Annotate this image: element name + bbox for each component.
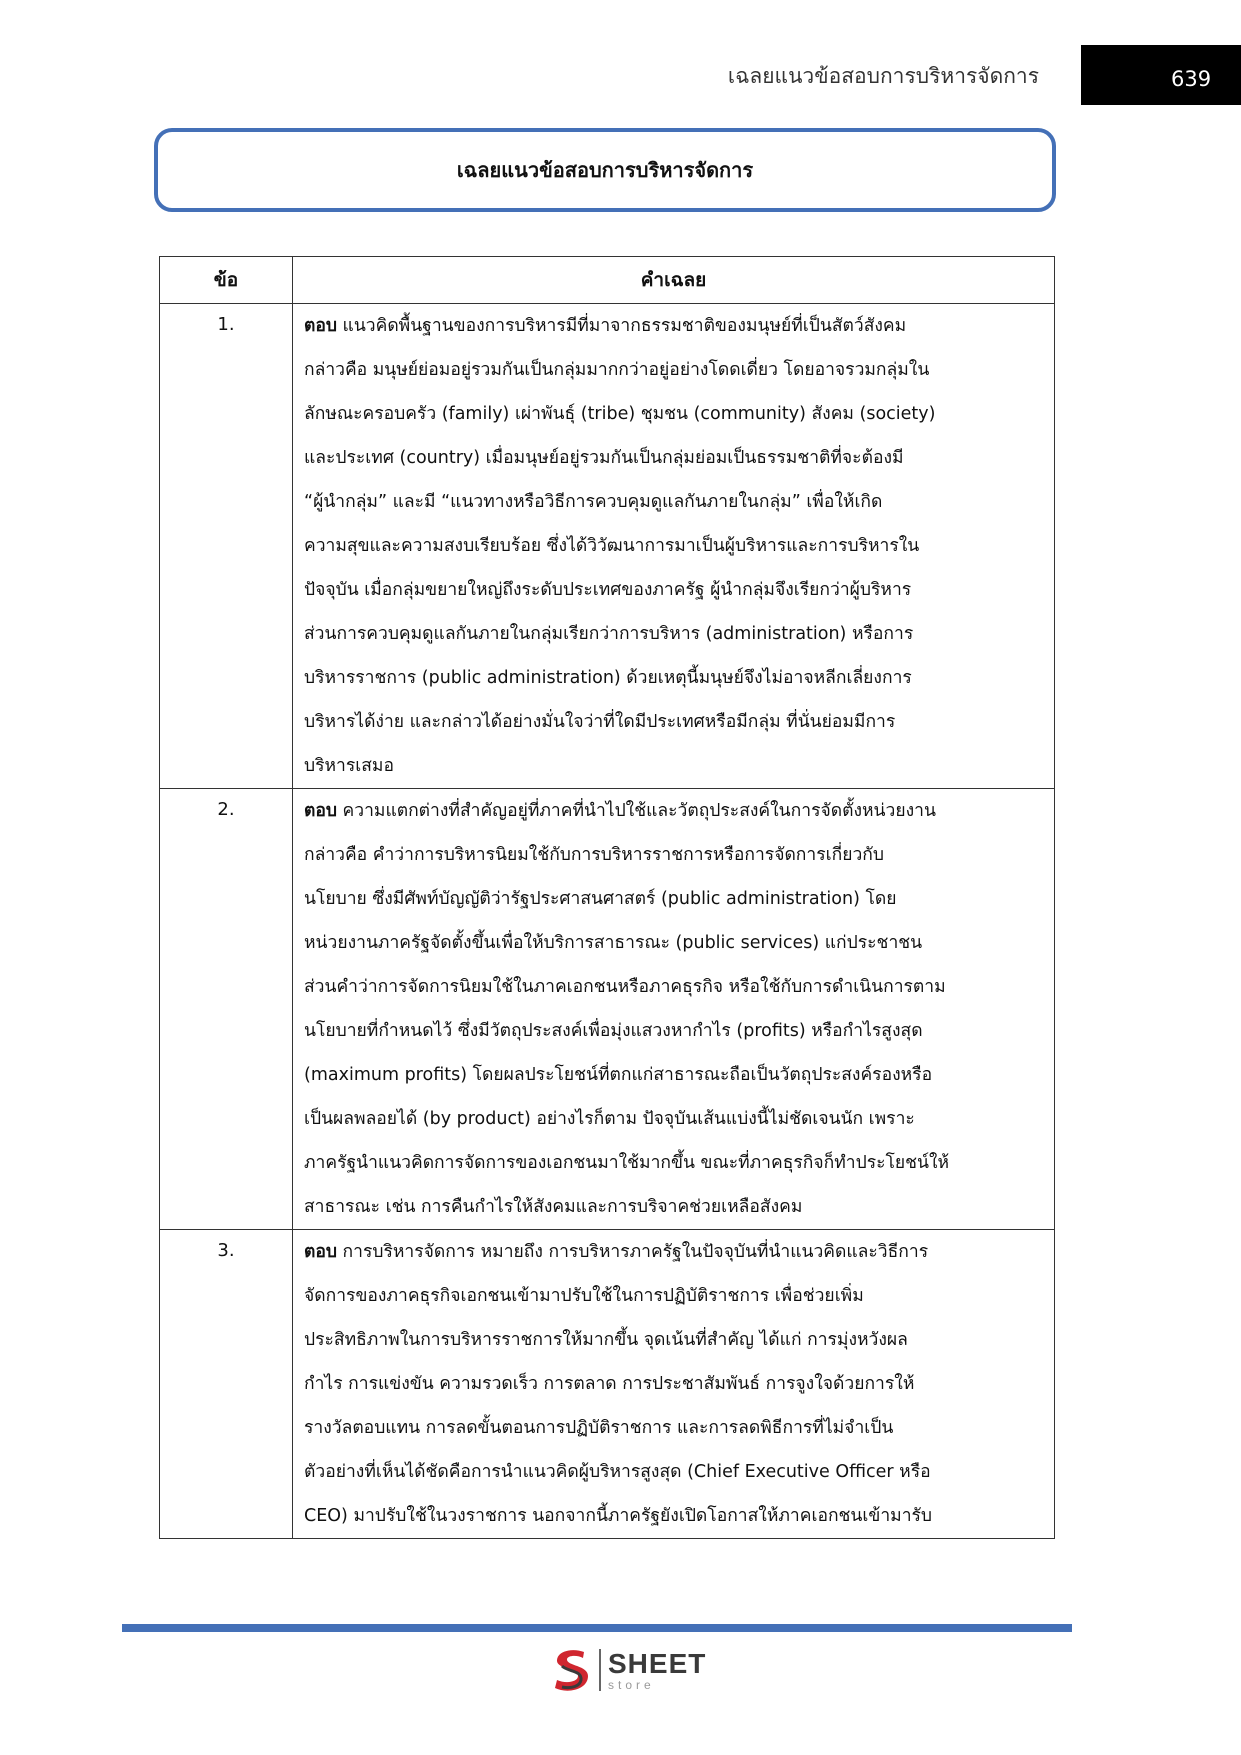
answer-line-text: ภาครัฐนำแนวคิดการจัดการของเอกชนมาใช้มากขึ้น ขณะที่ภาคธุรกิจก็ทำประโยชน์ให้ xyxy=(304,1153,950,1173)
answer-line xyxy=(304,1141,1048,1185)
answer-line xyxy=(304,392,1048,436)
running-title: เฉลยแนวข้อสอบการบริหารจัดการ xyxy=(727,64,1039,88)
answer-line-text: นโยบายที่กำหนดไว้ ซึ่งมีวัตถุประสงค์เพื่อมุ่งแสวงหากำไร (profits) หรือกำไรสูงสุด xyxy=(304,1021,923,1041)
answer-line xyxy=(304,656,1048,700)
answer-line xyxy=(304,524,1048,568)
answer-line-text: ตัวอย่างที่เห็นได้ชัดคือการนำแนวคิดผู้บริหารสูงสุด (Chief Executive Officer หรือ xyxy=(304,1462,931,1482)
answer-text xyxy=(293,304,1055,789)
answer-line-text: การบริหารจัดการ หมายถึง การบริหารภาครัฐในปัจจุบันที่นำแนวคิดและวิธีการ xyxy=(336,1242,929,1262)
logo-word: SHEET xyxy=(608,1647,707,1679)
answer-number: 1. xyxy=(160,304,293,789)
page-number: 639 xyxy=(1171,67,1212,91)
answer-number: 3. xyxy=(160,1230,293,1539)
answer-line-text: ส่วนคำว่าการจัดการนิยมใช้ในภาคเอกชนหรือภาคธุรกิจ หรือใช้กับการดำเนินการตาม xyxy=(304,977,946,997)
answer-line-text: ลักษณะครอบครัว (family) เผ่าพันธุ์ (tribe) ชุมชน (community) สังคม (society) xyxy=(304,404,936,424)
answer-line-text: และประเทศ (country) เมื่อมนุษย์อยู่รวมกันเป็นกลุ่มย่อมเป็นธรรมชาติที่จะต้องมี xyxy=(304,448,904,468)
answer-line-text: ความแตกต่างที่สำคัญอยู่ที่ภาคที่นำไปใช้และวัตถุประสงค์ในการจัดตั้งหน่วยงาน xyxy=(336,801,936,821)
answer-lead-label: ตอบ xyxy=(304,1242,337,1262)
answer-line xyxy=(304,1097,1048,1141)
logo-subword: store xyxy=(608,1677,655,1692)
answer-line-text: แนวคิดพื้นฐานของการบริหารมีที่มาจากธรรมชาติของมนุษย์ที่เป็นสัตว์สังคม xyxy=(336,316,907,336)
answer-line-text: กำไร การแข่งขัน ความรวดเร็ว การตลาด การประชาสัมพันธ์ การจูงใจด้วยการให้ xyxy=(304,1374,915,1394)
answer-line-text: สาธารณะ เช่น การคืนกำไรให้สังคมและการบริจาคช่วยเหลือสังคม xyxy=(304,1197,803,1217)
answer-line-text: บริหารได้ง่าย และกล่าวได้อย่างมั่นใจว่าที่ใดมีประเทศหรือมีกลุ่ม ที่นั่นย่อมมีการ xyxy=(304,712,896,732)
answer-line xyxy=(304,1406,1048,1450)
answer-line xyxy=(304,348,1048,392)
answer-line-text: บริหารราชการ (public administration) ด้วยเหตุนี้มนุษย์จึงไม่อาจหลีกเลี่ยงการ xyxy=(304,668,912,688)
page-title: เฉลยแนวข้อสอบการบริหารจัดการ xyxy=(456,158,754,182)
answer-line-text: จัดการของภาคธุรกิจเอกชนเข้ามาปรับใช้ในการปฏิบัติราชการ เพื่อช่วยเพิ่ม xyxy=(304,1286,864,1306)
answer-table-body xyxy=(160,304,1055,1539)
answer-line-text: เป็นผลพลอยได้ (by product) อย่างไรก็ตาม ปัจจุบันเส้นแบ่งนี้ไม่ชัดเจนนัก เพราะ xyxy=(304,1109,915,1129)
answer-line-text: ความสุขและความสงบเรียบร้อย ซึ่งได้วิวัฒนาการมาเป็นผู้บริหารและการบริหารใน xyxy=(304,536,920,556)
answer-line-text: (maximum profits) โดยผลประโยชน์ที่ตกแก่สาธารณะถือเป็นวัตถุประสงค์รองหรือ xyxy=(304,1065,933,1085)
table-header-row xyxy=(160,257,1055,304)
answer-line xyxy=(304,304,1048,348)
answer-row xyxy=(160,304,1055,789)
answer-text xyxy=(293,1230,1055,1539)
answer-table xyxy=(159,256,1055,1539)
sheet-store-s-logo-icon xyxy=(548,1646,594,1694)
answer-line-text: “ผู้นำกลุ่ม” และมี “แนวทางหรือวิธีการควบคุมดูแลกันภายในกลุ่ม” เพื่อให้เกิด xyxy=(304,492,883,512)
answer-line xyxy=(304,1009,1048,1053)
answer-line-text: นโยบาย ซึ่งมีศัพท์บัญญัติว่ารัฐประศาสนศาสตร์ (public administration) โดย xyxy=(304,889,897,909)
answer-line xyxy=(304,612,1048,656)
answer-row xyxy=(160,1230,1055,1539)
answer-line xyxy=(304,1494,1048,1538)
column-header-answer: คำเฉลย xyxy=(293,257,1055,304)
answer-line xyxy=(304,833,1048,877)
answer-line-text: ปัจจุบัน เมื่อกลุ่มขยายใหญ่ถึงระดับประเทศของภาครัฐ ผู้นำกลุ่มจึงเรียกว่าผู้บริหาร xyxy=(304,580,912,600)
answer-line xyxy=(304,965,1048,1009)
sheet-store-logo xyxy=(548,1646,706,1694)
answer-line xyxy=(304,1185,1048,1229)
answer-line xyxy=(304,744,1048,788)
answer-line xyxy=(304,921,1048,965)
answer-line xyxy=(304,436,1048,480)
logo-divider xyxy=(599,1649,601,1691)
answer-line xyxy=(304,700,1048,744)
answer-line xyxy=(304,1362,1048,1406)
answer-line xyxy=(304,877,1048,921)
answer-row xyxy=(160,789,1055,1230)
answer-line-text: บริหารเสมอ xyxy=(304,756,394,776)
title-box xyxy=(154,128,1056,212)
answer-line-text: หน่วยงานภาครัฐจัดตั้งขึ้นเพื่อให้บริการสาธารณะ (public services) แก่ประชาชน xyxy=(304,933,923,953)
answer-line-text: กล่าวคือ มนุษย์ย่อมอยู่รวมกันเป็นกลุ่มมากกว่าอยู่อย่างโดดเดี่ยว โดยอาจรวมกลุ่มใน xyxy=(304,360,930,380)
answer-line-text: กล่าวคือ คำว่าการบริหารนิยมใช้กับการบริหารราชการหรือการจัดการเกี่ยวกับ xyxy=(304,845,884,865)
answer-line xyxy=(304,1450,1048,1494)
answer-line-text: CEO) มาปรับใช้ในวงราชการ นอกจากนี้ภาครัฐยังเปิดโอกาสให้ภาคเอกชนเข้ามารับ xyxy=(304,1506,933,1526)
answer-lead-label: ตอบ xyxy=(304,316,337,336)
footer-rule xyxy=(122,1624,1072,1632)
answer-line xyxy=(304,1053,1048,1097)
answer-line xyxy=(304,1274,1048,1318)
answer-line-text: ประสิทธิภาพในการบริหารราชการให้มากขึ้น จุดเน้นที่สำคัญ ได้แก่ การมุ่งหวังผล xyxy=(304,1330,908,1350)
answer-line xyxy=(304,789,1048,833)
column-header-no: ข้อ xyxy=(160,257,293,304)
logo-wordmark xyxy=(608,1647,707,1692)
answer-number: 2. xyxy=(160,789,293,1230)
answer-text xyxy=(293,789,1055,1230)
answer-line xyxy=(304,1230,1048,1274)
page-number-tab xyxy=(1081,45,1241,105)
answer-line xyxy=(304,1318,1048,1362)
answer-lead-label: ตอบ xyxy=(304,801,337,821)
answer-line-text: รางวัลตอบแทน การลดขั้นตอนการปฏิบัติราชการ และการลดพิธีการที่ไม่จำเป็น xyxy=(304,1418,894,1438)
answer-line xyxy=(304,568,1048,612)
answer-line-text: ส่วนการควบคุมดูแลกันภายในกลุ่มเรียกว่าการบริหาร (administration) หรือการ xyxy=(304,624,914,644)
answer-line xyxy=(304,480,1048,524)
